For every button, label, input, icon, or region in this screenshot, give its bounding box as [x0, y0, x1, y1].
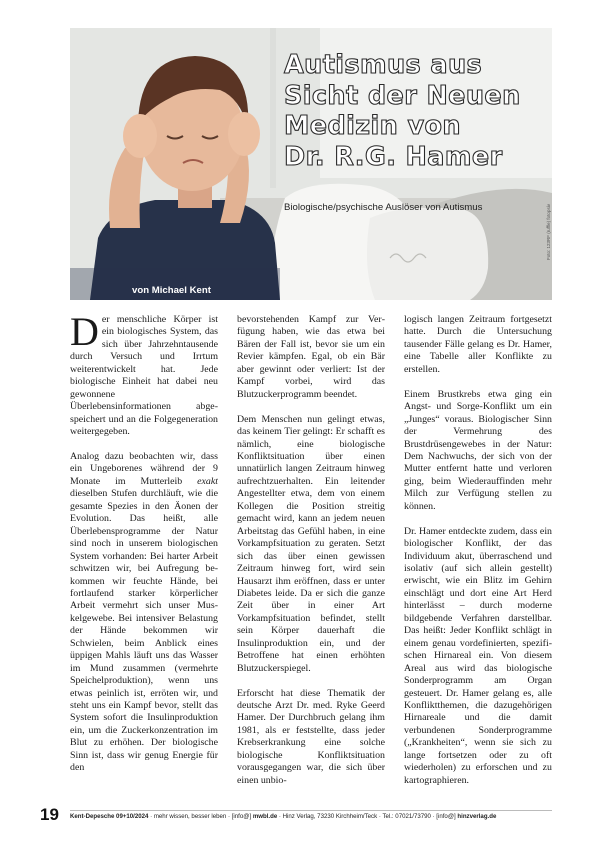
- paragraph: [70, 451, 218, 775]
- title-line: Medizin von: [284, 111, 461, 141]
- paragraph: Erforscht hat diese Thematik der deutsche Arzt Dr. med. Ryke Geerd Hamer. Der Durchbruch gelang ihm 1981, als er feststellte, dass jeder Krebserkrankung eine solche biologische Konfliktsituation vorausgegangen war, die sich über einen unbio-: [237, 687, 385, 786]
- article-body: [70, 314, 552, 806]
- paragraph: Einem Brustkrebs etwa ging ein Angst- und Sorge-Konflikt um ein „Junges“ voraus. Biologischer Sinn der Vermehrung des Brustdrüsengewebes in der Natur: Dem Nachwuchs, der sich von der Mutter entfernt hatte und verloren ging, beim Wiederauffinden mehr Milch zur Verfügung stellen zu können.: [404, 388, 552, 512]
- title-line: Autismus aus: [284, 50, 483, 80]
- text-column-3: [404, 314, 552, 806]
- website-link[interactable]: hinzverlag.de: [457, 813, 497, 820]
- paragraph: Dem Menschen nun gelingt etwas, das keinem Tier gelingt: Er schafft es nämlich, eine biologische Konfliktsituation über einen unnatürlich langen Zeitraum hinweg aufrechtzuerhalten. Ein leitender Angestellter etwa, dem von einem Kollegen die Position streitig gemacht wird, kann an jedem neuen Arbeitstag das Gefühl haben, in eine Vorkampfsituation zu geraten. Setzt sich das über einen gewissen Zeitraum hinweg fort, wird sein Hausarzt ihm eröffnen, dass er unter Diabetes leide. Da er sich die ganze Zeit über in einer Art Vorkampfsituation befindet, stellt sein Körper dauerhaft die Insulinproduktion ein, und der Betroffene hat einen erhöhten Blutzuckerspiegel.: [237, 413, 385, 674]
- footer-line: [70, 813, 560, 820]
- photo-credit: Foto: 123RF (ruffle) fotopsiv: [546, 204, 551, 260]
- paragraph: [70, 314, 218, 439]
- page-number: 19: [40, 805, 59, 824]
- paragraph: Dr. Hamer entdeckte zudem, dass ein biologischer Konflikt, der das Individuum akut, überraschend und isolativ (auf sich allein gestellt) erwischt, wie ein Blitz im Gehirn einschlägt und dort eine Art Herd hinterlässt – durch moderne bildgebende Verfahren darstellbar. Das heißt: Jeder Konflikt schlägt in einem genau vordefinierten, spezifischen Hirnareal ein. Von diesem Areal aus wird das biologische Sonderprogramm am Organ gesteuert. Dr. Hamer gelang es, alle Konfliktthemen, die dazugehörigen Hirnareale und die damit verbundenen Sonderprogramme („Krankheiten“, wenn sie sich zu lange fortsetzen oder zu oft wiederholen) zu erforschen und zu kartographieren.: [404, 525, 552, 786]
- title-line: Dr. R.G. Hamer: [284, 141, 503, 172]
- title-line: Sicht der Neuen: [284, 80, 521, 111]
- footer-divider: [70, 810, 552, 811]
- website-link[interactable]: mwbl.de: [252, 813, 278, 820]
- emphasis: exakt: [197, 475, 218, 487]
- article-title: [284, 50, 546, 172]
- article-subtitle: Biologische/psychische Auslöser von Autismus: [284, 202, 483, 213]
- paragraph: logisch langen Zeitraum fortgesetzt hatte. Durch die Untersuchung tausender Fälle gelang es Dr. Hamer, eine Tabelle aller Konflikte zu erstellen.: [404, 314, 552, 375]
- magazine-issue: Kent-Depesche 09+10/2024: [70, 813, 149, 820]
- paragraph-text: er menschliche Körper ist ein biologisches System, das sich über Jahrzehntausende durch Versuch und Irrtum weiterentwickelt hat. Jede biologische Einheit hat dabei neu gewonnene Überlebensinformationen abgespeichert und an die Folgegeneration weitergegeben.: [70, 314, 218, 438]
- author-byline: von Michael Kent: [132, 285, 211, 296]
- text-column-1: [70, 314, 218, 806]
- footer-tagline: · mehr wissen, besser leben · [info@]: [148, 813, 253, 820]
- text-column-2: [237, 314, 385, 806]
- drop-cap: D: [70, 314, 99, 354]
- paragraph: bevorstehenden Kampf zur Verfügung haben, wie das etwa bei Bären der Fall ist, bevor sie um ein Revier kämpfen. Egal, ob ein Bär aber gewinnt oder verliert: Ist der Kampf vorbei, wird das Blutzuckerprogramm beendet.: [237, 314, 385, 400]
- publisher-info: · Hinz Verlag, 73230 Kirchheim/Teck · Tel.: 07021/73790 · [info@]: [277, 813, 458, 820]
- hero-photo: [70, 28, 552, 300]
- paragraph-text: Analog dazu beobachten wir, dass ein Ungeborenes während der 9 Monate im Mutterleib exakt dieselben Stufen durchläuft, wie die gesamte Spezies in den Äonen der Evolution. Das heißt, alle Überlebensprogramme der Natur sind noch in unserem biologischen System vorhanden: Bei harter Arbeit schwitzen wir, bei Aufregung bekommen wir feuchte Hände, bei fortlaufend starker körperlicher Arbeit vermehrt sich unser Muskelgewebe. Bei intensiver Belastung der Hände bekommen wir Schwielen, beim Anblick eines üppigen Mahls läuft uns das Wasser im Mund zusammen (vermehrte Speichelproduktion), wenn uns etwas peinlich ist, erröten wir, und steht uns ein Kampf bevor, stellt das System sofort die Insulinproduktion ein, um die Zuckerkonzentration im Blut zu erhöhen. Der biologische Sinn ist, dass wir genug Energie für den: [70, 450, 218, 774]
